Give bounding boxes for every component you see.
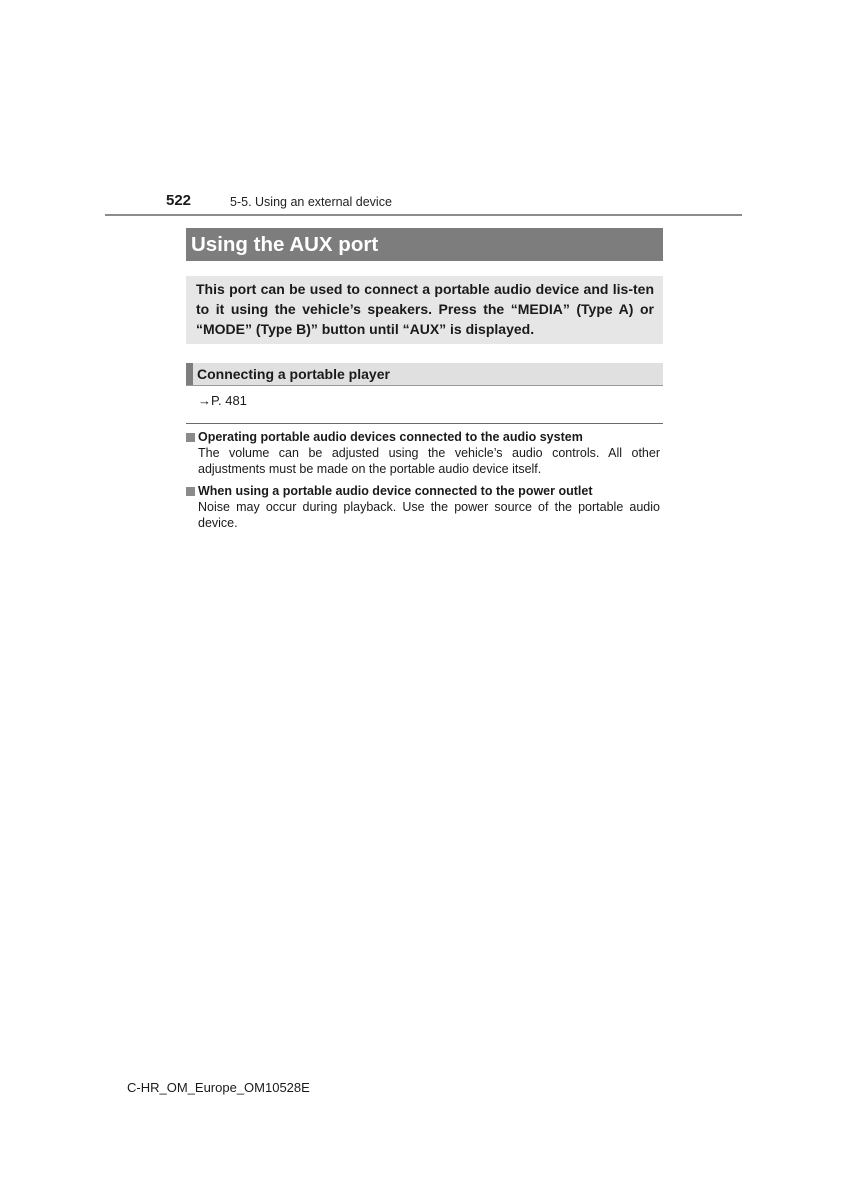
note-heading [186, 483, 660, 499]
page-title: Using the AUX port [186, 228, 663, 261]
note-body: The volume can be adjusted using the vehicle’s audio controls. All other adjustments must be made on the portable audio device itself. [198, 446, 660, 476]
subsection-divider [186, 385, 663, 386]
intro-box: This port can be used to connect a portable audio device and lis-ten to it using the vehicle’s speakers. Press the “MEDIA” (Type A) or “MODE” (Type B)” button until “AUX” is displayed. [186, 276, 663, 344]
section-path: 5-5. Using an external device [230, 195, 392, 209]
square-bullet-icon [186, 433, 195, 442]
notes-divider [186, 423, 663, 424]
note-heading-text: Operating portable audio devices connected to the audio system [198, 430, 583, 444]
note-heading-text: When using a portable audio device connected to the power outlet [198, 484, 593, 498]
note-item [186, 483, 660, 531]
document-code: C-HR_OM_Europe_OM10528E [127, 1080, 310, 1095]
note-heading [186, 429, 660, 445]
note-body: Noise may occur during playback. Use the power source of the portable audio device. [198, 500, 660, 530]
page-number: 522 [166, 192, 192, 209]
page-reference-link[interactable]: →P. 481 [198, 393, 247, 408]
header-divider [105, 214, 742, 216]
note-item [186, 429, 660, 477]
subsection-heading: Connecting a portable player [186, 363, 663, 385]
square-bullet-icon [186, 487, 195, 496]
